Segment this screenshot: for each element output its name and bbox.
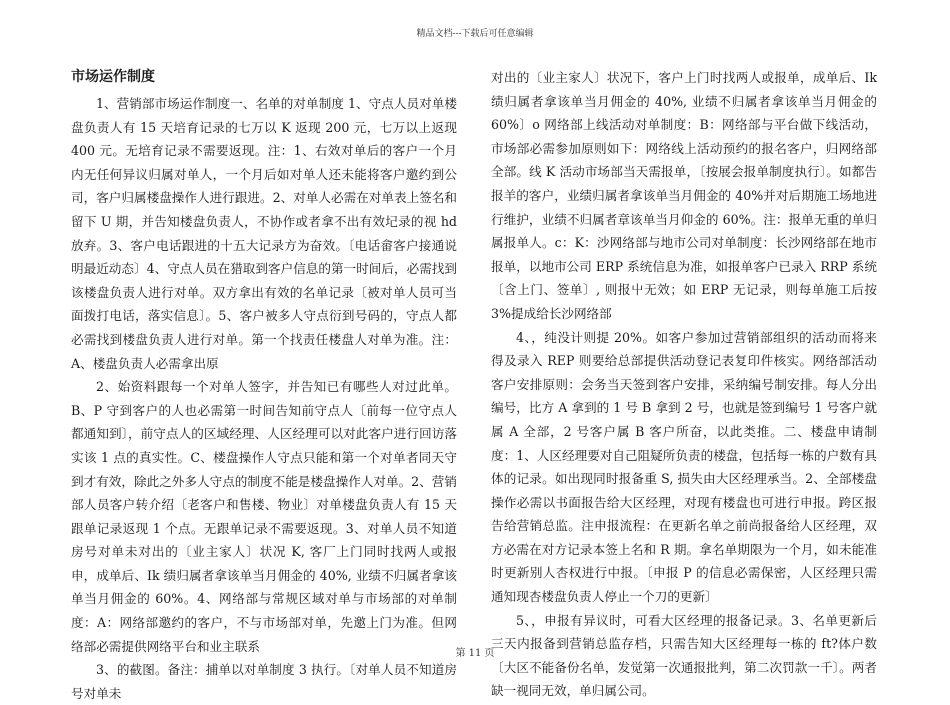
paragraph: 5、，申报有异议时，可看大区经理的报备记录。3、名单更新后三天内报备到营销总监存档，只需告知大区经理每一栋的 ft?体户数〔大区不能备份名单，发觉第一次通报批判，第二次罚款一千〕。两者缺一视同无效，单归属公司。: [491, 612, 877, 699]
left-column: [71, 66, 457, 705]
paragraph: 3、的截图。备注：捕单以对单制度 3 执行。〔对单人员不知道房号对单未: [71, 662, 457, 701]
paragraph: 1、营销部市场运作制度一、名单的对单制度 1、守点人员对单楼盘负责人有 15 天培育记录的七万以 K 返现 200 元，七万以上返现 400 元。无培育记录不需要返现。注：1、右效对单后的客户一个月内无任何异议归属对单人，一个月后如对单人还未能将客户邀约到公司，客户归属楼盘操作人进行跟进。2、对单人必需在对单表上签名和留下 U 期，并告知楼盘负责人，不协作或者拿不出有效圮录的视 hd 放弃。3、客户电话跟进的十五大记录方为奋效。〔电话畲客户接通说明最近动态〕4、守点人员在猎取到客户信息的第一时间后，必需找到该楼盘负责人进行对单。双方拿出有效的名单记录〔被对单人员可当面拨打电话，落实信息〕。5、客户被多人守点衍到号码的，守点人都必需找到楼盘负责人进行对单。第一个找责任楼盘人对单为准。注：A、楼盘负责人必需拿出原: [71, 96, 457, 371]
paragraph: 4、，纯没计则提 20%。如客户参加过营销部组织的活动而将来得及录入 REP 则要给总部提供活动登记表复印件核实。网络部活动客户安排原则：会务当天签到客户安排，采纳编号制安排。每人分出编号，比方 A 拿到的 1 号 B 拿到 2 号，也就是签到编号 1 号客户就属 A 全部，2 号客户属 B 客户所奋，以此类推。二、楼盘申请制度：1、人区经理要对自己阻疑所负责的楼盘，包括每一栋的户数有具体的记录。如出现同时报备重 S, 损失由大区经理承当。2、全部楼盘操作必需以书面报告给大区经理，对现有楼盘也可进行申报。跨区报告给营销总监。注申报流程：在更新名单之前尚报备给人区经理，双方必需在对方记录本签上名和 R 期。拿名单期限为一个月，如未能准时更新别人杏权进行中报。〔申报 P 的信息必需保密，人区经理只需通知现杏楼盘负责人停止一个刀的更新〕: [491, 329, 877, 605]
page-header: 精品文档---下载后可任意编辑: [416, 29, 534, 39]
paragraph: 对出的〔业主家人〕状况下，客户上门时找两人或报单，成单后、Ik 绩归属者拿该单当月佣金的 40%, 业绩不归属者拿该单当月佣金的 60%〕o 网络部上线活动对单制度：B：网络部与平台做下线活动，市场部必需参加原则如下：网络线上活动预约的报名客户，归网络部全部。线 K 活动市场部当天需报单，〔按展会报单制度执行〕。如都告报羊的客户，业绩归属者拿该单当月佣金的 40%并对后期施工场地进行维护，业绩不归属者章该单当月仰金的 60%。注：报单无重的单归属报单人。c：K：沙网络部与地市公司对单制度：长沙网络部在地市报单，以地市公司 ERP 系统信息为准，如报单客户已录入 RRP 系统〔含上门、签单〕, 则报屮无效；如 ERP 无记录，则每单施工后按 3%提成给长沙网络部: [491, 70, 877, 321]
page-number: 第 11 页: [455, 648, 495, 659]
right-column: [491, 66, 877, 703]
document-title: 市场运作制度: [71, 69, 155, 85]
paragraph: 2、始资料跟每一个对单人签字，并告知已有哪些人对过此单。B、P 守到客户的人也必需第一时间告知前守点人〔前每一位守点人都通知到〕，前守点人的区域经理、人区经理可以对此客户进行回访落实该 1 点的真实性。C、楼盘操作人守点只能和第一个对单者同天守到才有效，除此之外多人守点的制度不能是楼盘操作人对单。2、营销部人员客户转介绍〔老客户和售楼、物业〕对单楼盘负责人有 15 天跟单记录返现 1 个点。无跟单记录不需要返现。3、对单人员不知道房号对单未对出的〔业主家人〕状况 K, 客厂上门同时找两人或报申，成单后、Ik 绩归属者拿该单当月佣金的 40%, 业绩不归属者拿该单当月佣金的 60%。4、网络部与常规区域对单与市场部的对单制度：A：网络部邀约的客户，不与市场部对单，先邀上门为准。但网络部必需提供网络平台和业主联系: [71, 379, 457, 654]
